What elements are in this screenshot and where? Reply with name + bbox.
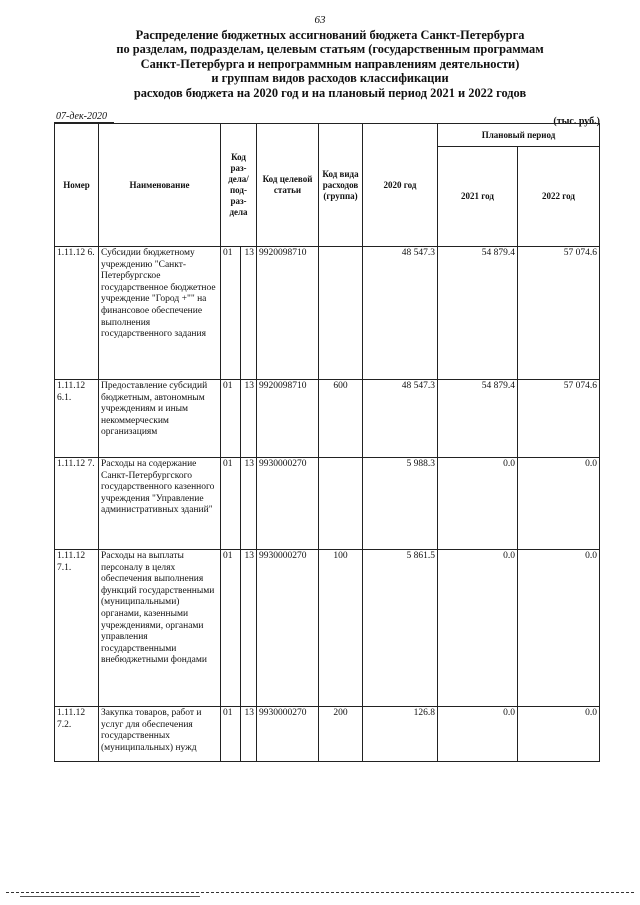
row-expense-type <box>319 458 363 550</box>
row-name: Расходы на выплаты персоналу в целях обеспечения выполнения функций государственными (муниципальными) органами, казенными учреждениями, органами управления государственными внебюджетными фондами <box>99 550 221 707</box>
row-2021: 0.0 <box>438 458 518 550</box>
row-name: Расходы на содержание Санкт-Петербургского государственного казенного учреждения "Управление административных зданий" <box>99 458 221 550</box>
title-line: по разделам, подразделам, целевым статьям (государственным программам <box>116 42 544 57</box>
table-row <box>55 550 600 707</box>
row-number: 1.11.12 7.1. <box>55 550 99 707</box>
title-line: и группам видов расходов классификации <box>211 71 449 86</box>
header-expense-type: Код вида расходов (группа) <box>319 124 363 247</box>
table-row <box>55 247 600 380</box>
row-2021: 0.0 <box>438 550 518 707</box>
row-target: 9920098710 <box>257 380 319 458</box>
row-expense-type <box>319 247 363 380</box>
row-expense-type: 200 <box>319 707 363 762</box>
header-2020: 2020 год <box>363 124 438 247</box>
row-2022: 0.0 <box>518 707 600 762</box>
row-number: 1.11.12 6.1. <box>55 380 99 458</box>
row-name: Закупка товаров, работ и услуг для обеспечения государственных (муниципальных) нужд <box>99 707 221 762</box>
row-2020: 126.8 <box>363 707 438 762</box>
units-label: (тыс. руб.) <box>553 116 600 127</box>
table-row <box>55 707 600 762</box>
row-subsection: 13 <box>241 380 257 458</box>
row-subsection: 13 <box>241 550 257 707</box>
row-section: 01 <box>221 707 241 762</box>
scan-edge-line <box>6 892 634 893</box>
header-number: Номер <box>55 124 99 247</box>
row-number: 1.11.12 7.2. <box>55 707 99 762</box>
row-subsection: 13 <box>241 247 257 380</box>
row-subsection: 13 <box>241 458 257 550</box>
row-2022: 0.0 <box>518 550 600 707</box>
row-2021: 0.0 <box>438 707 518 762</box>
budget-table <box>54 123 600 762</box>
row-section: 01 <box>221 458 241 550</box>
row-number: 1.11.12 7. <box>55 458 99 550</box>
header-name: Наименование <box>99 124 221 247</box>
row-section: 01 <box>221 380 241 458</box>
row-2020: 5 988.3 <box>363 458 438 550</box>
scan-edge-line <box>20 896 200 897</box>
row-subsection: 13 <box>241 707 257 762</box>
row-2021: 54 879.4 <box>438 247 518 380</box>
row-target: 9930000270 <box>257 550 319 707</box>
row-2022: 57 074.6 <box>518 247 600 380</box>
title-line: расходов бюджета на 2020 год и на плановый период 2021 и 2022 годов <box>133 85 527 100</box>
row-2022: 57 074.6 <box>518 380 600 458</box>
page-number: 63 <box>314 14 326 26</box>
row-2020: 5 861.5 <box>363 550 438 707</box>
table-row <box>55 380 600 458</box>
row-target: 9920098710 <box>257 247 319 380</box>
header-2022: 2022 год <box>518 147 600 247</box>
row-section: 01 <box>221 550 241 707</box>
table-row <box>55 458 600 550</box>
header-section: Код раз- дела/ под- раз- дела <box>221 124 257 247</box>
row-name: Предоставление субсидий бюджетным, автономным учреждениям и иным некоммерческим организациям <box>99 380 221 458</box>
document-title <box>60 28 600 100</box>
header-planned-period: Плановый период <box>438 124 600 147</box>
row-2020: 48 547.3 <box>363 380 438 458</box>
row-2020: 48 547.3 <box>363 247 438 380</box>
header-target: Код целевой статьи <box>257 124 319 247</box>
title-line: Распределение бюджетных ассигнований бюджета Санкт-Петербурга <box>135 28 525 42</box>
row-expense-type: 600 <box>319 380 363 458</box>
row-2022: 0.0 <box>518 458 600 550</box>
row-expense-type: 100 <box>319 550 363 707</box>
row-number: 1.11.12 6. <box>55 247 99 380</box>
title-line: Санкт-Петербурга и непрограммным направлениям деятельности) <box>140 56 520 71</box>
row-section: 01 <box>221 247 241 380</box>
header-2021: 2021 год <box>438 147 518 247</box>
document-date: 07-дек-2020 <box>56 111 107 122</box>
row-target: 9930000270 <box>257 707 319 762</box>
row-2021: 54 879.4 <box>438 380 518 458</box>
row-target: 9930000270 <box>257 458 319 550</box>
row-name: Субсидии бюджетному учреждению "Санкт-Петербургское государственное бюджетное учреждение "Город +"" на финансовое обеспечение выполнения государственного задания <box>99 247 221 380</box>
